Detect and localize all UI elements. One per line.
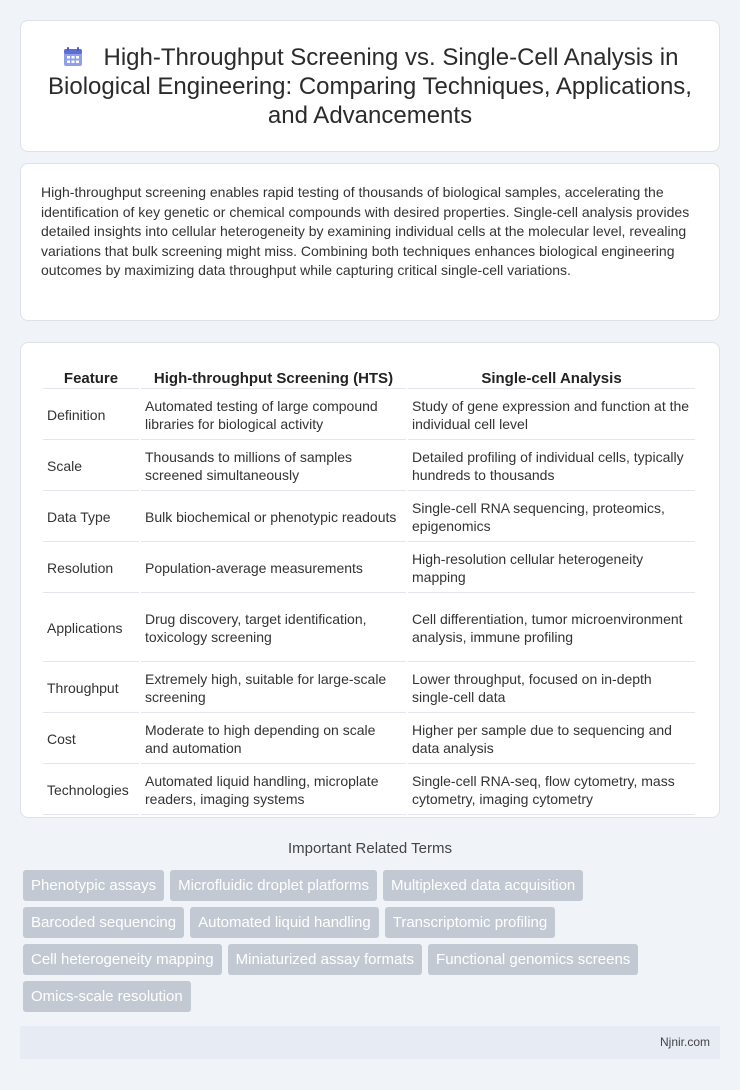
comparison-table-card: [20, 342, 720, 818]
related-term-tag[interactable]: Cell heterogeneity mapping: [23, 944, 222, 975]
row-single-cell-value: High-resolution cellular heterogeneity mapping: [408, 544, 695, 593]
row-hts-value: Thousands to millions of samples screened simultaneously: [141, 442, 406, 491]
row-single-cell-value: Study of gene expression and function at the individual cell level: [408, 391, 695, 440]
related-term-tag[interactable]: Automated liquid handling: [190, 907, 379, 938]
page-title: [41, 43, 699, 130]
row-feature: Throughput: [43, 664, 139, 713]
row-hts-value: Drug discovery, target identification, toxicology screening: [141, 595, 406, 662]
related-term-tag[interactable]: Multiplexed data acquisition: [383, 870, 583, 901]
row-single-cell-value: Cell differentiation, tumor microenvironment analysis, immune profiling: [408, 595, 695, 662]
row-hts-value: Population-average measurements: [141, 544, 406, 593]
row-hts-value: Moderate to high depending on scale and automation: [141, 715, 406, 764]
table-header-row: [43, 365, 695, 389]
row-feature: Data Type: [43, 493, 139, 542]
header-feature: Feature: [43, 365, 139, 389]
table-row: [43, 766, 695, 815]
title-card: [20, 20, 720, 152]
row-single-cell-value: Single-cell RNA sequencing, proteomics, epigenomics: [408, 493, 695, 542]
row-hts-value: Bulk biochemical or phenotypic readouts: [141, 493, 406, 542]
table-row: [43, 493, 695, 542]
row-hts-value: Automated testing of large compound libraries for biological activity: [141, 391, 406, 440]
table-row: [43, 442, 695, 491]
related-term-tag[interactable]: Omics-scale resolution: [23, 981, 191, 1012]
row-feature: Applications: [43, 595, 139, 662]
table-row: [43, 664, 695, 713]
calendar-grid-icon: [62, 46, 84, 68]
related-terms-heading: Important Related Terms: [288, 840, 452, 857]
row-feature: Definition: [43, 391, 139, 440]
header-hts: High-throughput Screening (HTS): [141, 365, 406, 389]
row-single-cell-value: Lower throughput, focused on in-depth single-cell data: [408, 664, 695, 713]
footer-site-link[interactable]: Njnir.com: [659, 1035, 710, 1049]
related-term-tag[interactable]: Barcoded sequencing: [23, 907, 184, 938]
row-feature: Technologies: [43, 766, 139, 815]
related-terms-tags: [23, 870, 703, 1018]
footer: [20, 1026, 720, 1059]
intro-paragraph: High-throughput screening enables rapid testing of thousands of biological samples, accelerating the identification of key genetic or chemical compounds with desired properties. Single-cell analysis provides detailed insights into cellular heterogeneity by examining individual cells at the molecular level, revealing variations that bulk screening might miss. Combining both techniques enhances biological engineering outcomes by maximizing data throughput while capturing critical single-cell variations.: [41, 184, 690, 279]
comparison-table: [41, 363, 697, 817]
row-single-cell-value: Higher per sample due to sequencing and data analysis: [408, 715, 695, 764]
table-row: [43, 715, 695, 764]
table-row: [43, 391, 695, 440]
row-hts-value: Extremely high, suitable for large-scale screening: [141, 664, 406, 713]
intro-card: [20, 163, 720, 321]
row-feature: Scale: [43, 442, 139, 491]
row-single-cell-value: Detailed profiling of individual cells, typically hundreds to thousands: [408, 442, 695, 491]
header-single-cell: Single-cell Analysis: [408, 365, 695, 389]
related-term-tag[interactable]: Miniaturized assay formats: [228, 944, 422, 975]
related-term-tag[interactable]: Phenotypic assays: [23, 870, 164, 901]
row-single-cell-value: Single-cell RNA-seq, flow cytometry, mass cytometry, imaging cytometry: [408, 766, 695, 815]
page-title-text: High-Throughput Screening vs. Single-Cell Analysis in Biological Engineering: Comparing Techniques, Applications, and Advancements: [48, 43, 692, 129]
related-term-tag[interactable]: Functional genomics screens: [428, 944, 638, 975]
table-row: [43, 544, 695, 593]
row-feature: Cost: [43, 715, 139, 764]
related-term-tag[interactable]: Microfluidic droplet platforms: [170, 870, 377, 901]
related-term-tag[interactable]: Transcriptomic profiling: [385, 907, 556, 938]
row-hts-value: Automated liquid handling, microplate readers, imaging systems: [141, 766, 406, 815]
table-row: [43, 595, 695, 662]
row-feature: Resolution: [43, 544, 139, 593]
